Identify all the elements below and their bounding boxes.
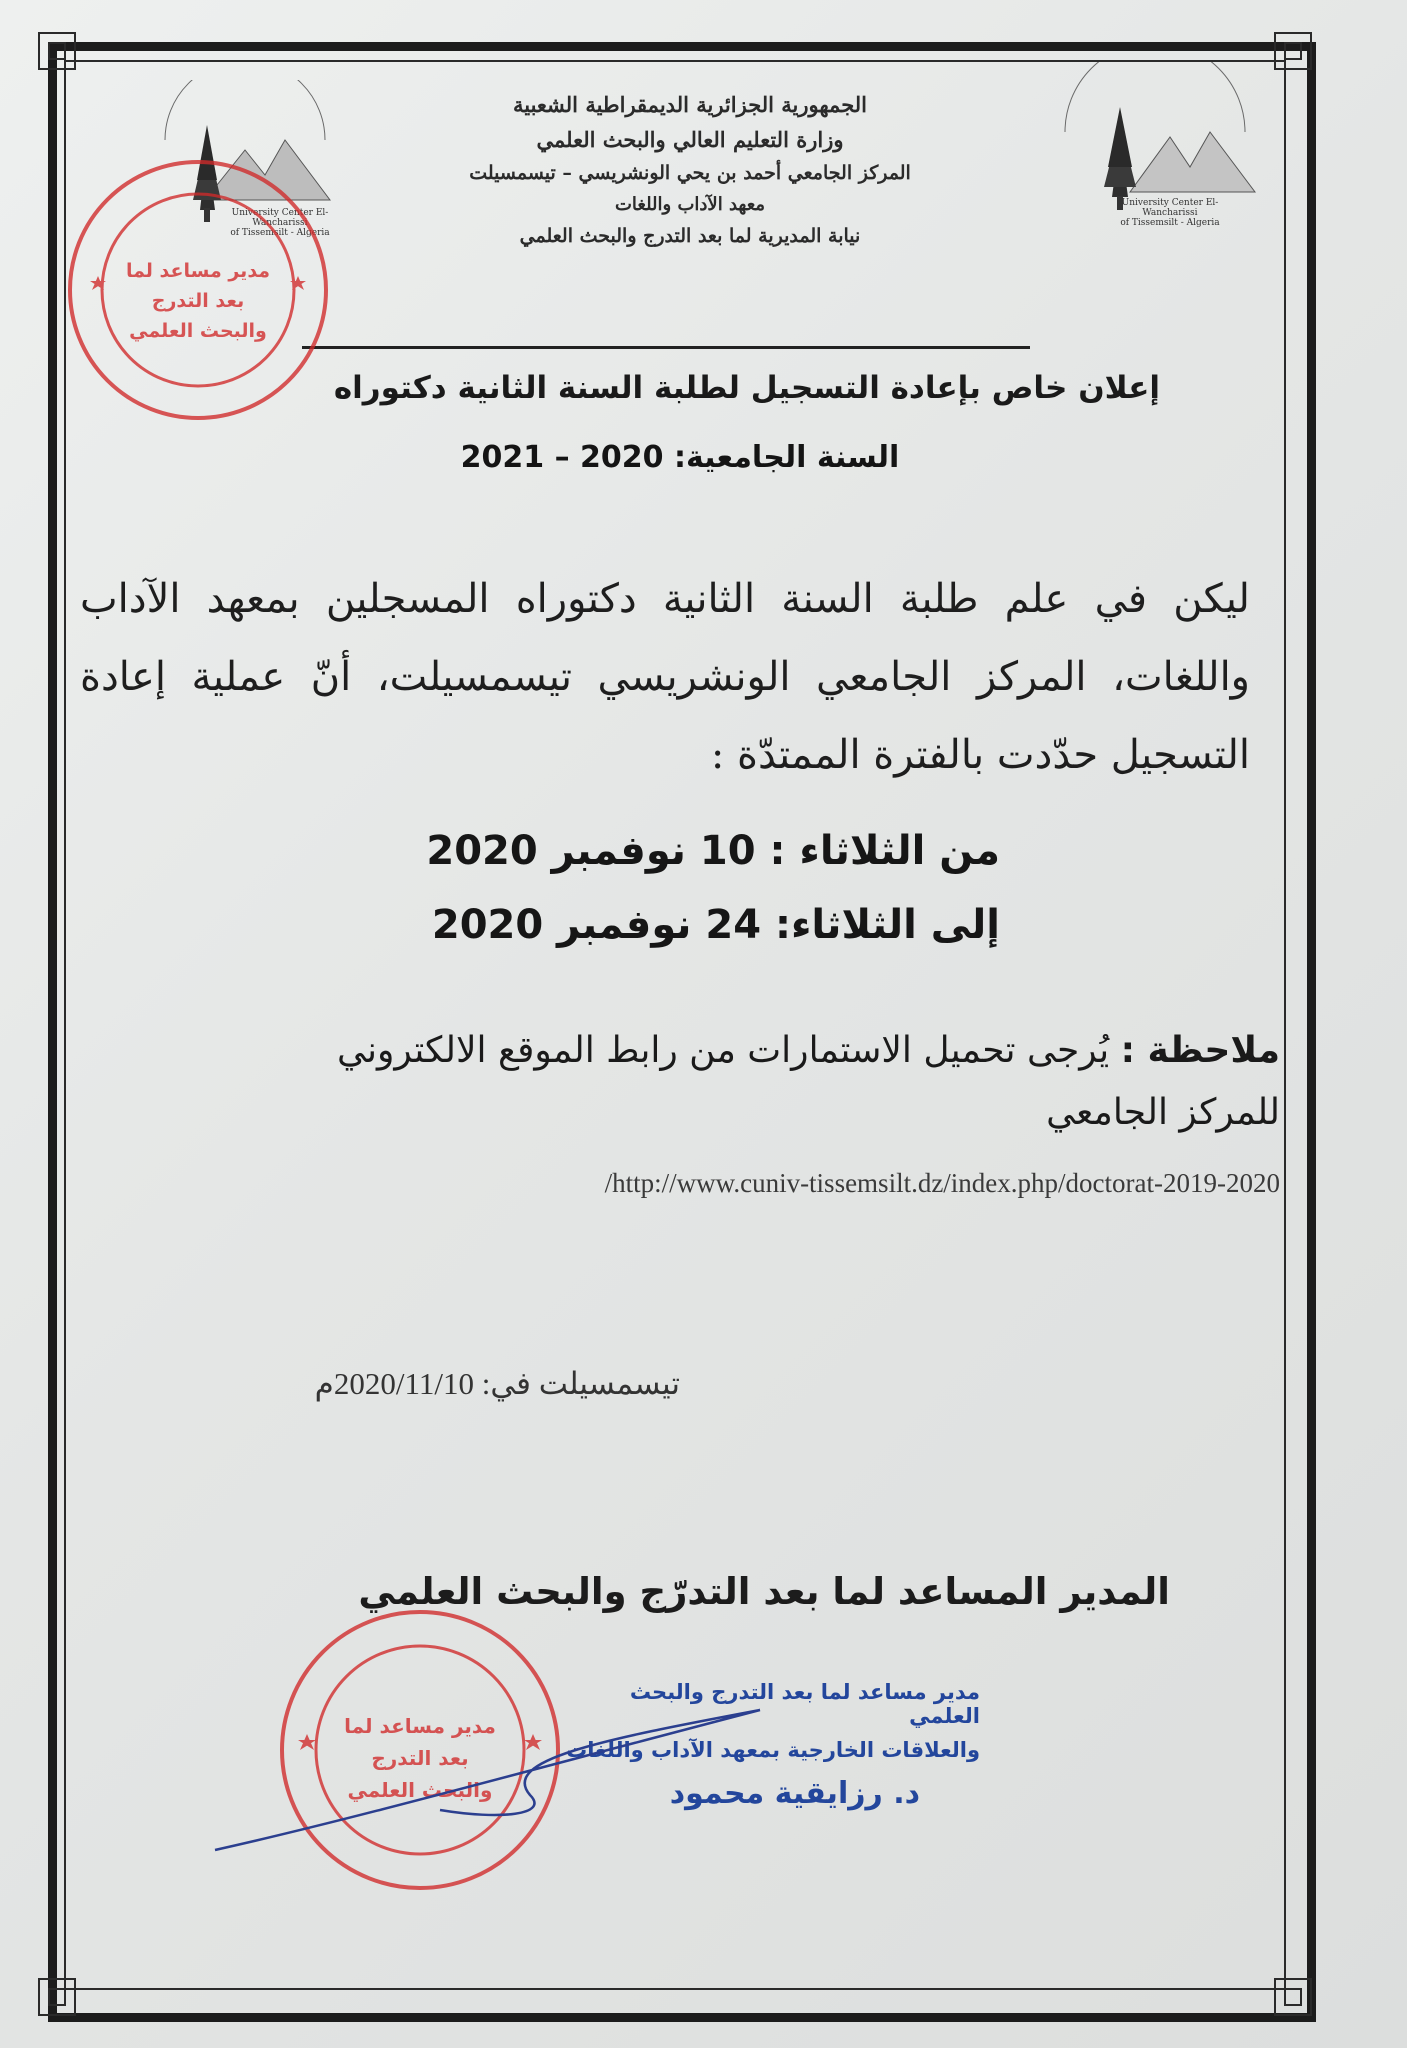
- frame-corner-ornament: [1274, 1978, 1312, 2016]
- signatory-name: د. رزايقية محمود: [669, 1776, 920, 1811]
- note-block: [240, 1020, 1280, 1144]
- header-center: المركز الجامعي أحمد بن يحي الونشريسي – تيسمسيلت: [469, 162, 911, 184]
- academic-year: السنة الجامعية: 2020 – 2021: [460, 440, 900, 475]
- stamp-center-text: مدير مساعد لما بعد التدرج والبحث العلمي: [344, 1714, 496, 1802]
- header-deputy-directorate: نيابة المديرية لما بعد التدرج والبحث العلمي: [519, 225, 861, 247]
- logo-caption-line: University Center El-Wancharissi: [231, 208, 329, 228]
- note-text: يُرجى تحميل الاستمارات من رابط الموقع الالكتروني للمركز الجامعي: [336, 1030, 1280, 1133]
- header-institute: معهد الآداب واللغات: [614, 194, 766, 215]
- header-divider: [302, 346, 1030, 349]
- logo-caption-line: of Tissemsilt - Algeria: [230, 228, 330, 238]
- handwritten-signature: [200, 1700, 800, 1870]
- stamp-center-text: مدير مساعد لما بعد التدرج والبحث العلمي: [125, 260, 271, 342]
- website-link[interactable]: /http://www.cuniv-tissemsilt.dz/index.php/doctorat-2019-2020: [604, 1168, 1280, 1198]
- stamp-line: مدير مساعد لما بعد التدرج والبحث العلمي: [629, 1680, 980, 1728]
- frame-corner-ornament: [1274, 32, 1312, 70]
- header-ministry: وزارة التعليم العالي والبحث العلمي: [536, 127, 844, 152]
- period-start: من الثلاثاء : 10 نوفمبر 2020: [426, 828, 1000, 874]
- frame-corner-ornament: [38, 32, 76, 70]
- stamp-line: والعلاقات الخارجية بمعهد الآداب واللغات: [566, 1738, 980, 1762]
- signatory-title: المدير المساعد لما بعد التدرّج والبحث العلمي: [358, 1570, 1170, 1613]
- university-logo-right: [1050, 62, 1260, 242]
- note-label: ملاحظة :: [1120, 1030, 1280, 1071]
- institution-header: [380, 92, 1000, 257]
- period-end: إلى الثلاثاء: 24 نوفمبر 2020: [431, 902, 1000, 948]
- header-republic: الجمهورية الجزائرية الديمقراطية الشعبية: [512, 92, 867, 117]
- logo-caption-line: University Center El-Wancharissi: [1121, 198, 1219, 218]
- place-and-date: تيسمسيلت في: 2020/11/10م: [314, 1366, 680, 1401]
- logo-caption-line: of Tissemsilt - Algeria: [1120, 218, 1220, 228]
- announcement-body: ليكن في علم طلبة السنة الثانية دكتوراه المسجلين بمعهد الآداب واللغات، المركز الجامعي الونشريسي تيسمسيلت، أنّ عملية إعادة التسجيل حدّدت بالفترة الممتدّة :: [80, 576, 1250, 778]
- frame-corner-ornament: [38, 1978, 76, 2016]
- announcement-title: إعلان خاص بإعادة التسجيل لطلبة السنة الثانية دكتوراه: [333, 370, 1160, 406]
